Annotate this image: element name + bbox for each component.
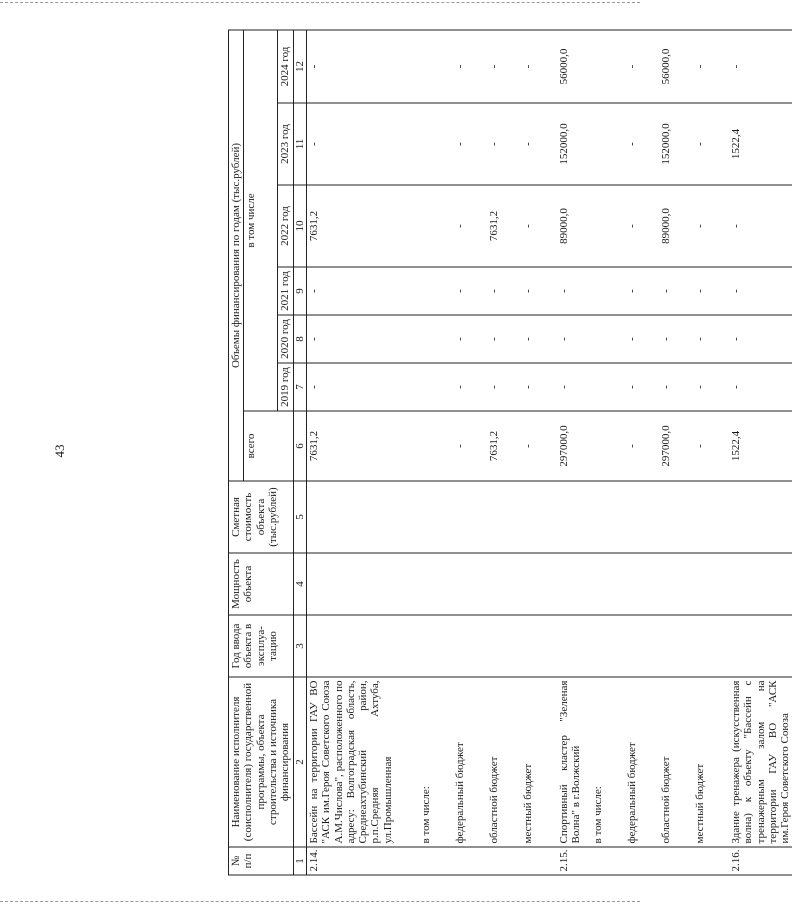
breakdown-total: - (453, 443, 466, 448)
header-year-2022: 2022 год (277, 185, 292, 267)
breakdown-total: - (625, 443, 638, 448)
breakdown-value (419, 366, 453, 407)
row-name-cell (556, 677, 728, 847)
value-2020: - (728, 315, 792, 363)
row-name: Здание тренажера (искусственная волна) к объекту "Бассейн с тренажерным залом на территории ГАУ ВО "АСК им.Героя Советского Союза (728, 677, 792, 847)
row-year (556, 615, 728, 677)
row-2023-cell (556, 103, 728, 185)
row-total-cell (306, 411, 557, 481)
breakdown-value: - (487, 288, 500, 293)
row-total-cell (556, 411, 728, 481)
row-year (306, 615, 557, 677)
header-total: всего (243, 411, 292, 481)
breakdown-value: - (625, 223, 638, 228)
value-2022: 89000,0 (557, 207, 570, 244)
breakdown-value: - (625, 141, 638, 146)
breakdown-value (591, 33, 625, 99)
row-year (728, 615, 792, 677)
row-cost (556, 481, 728, 553)
breakdown-value: - (521, 223, 534, 228)
breakdown-value: - (625, 336, 638, 341)
table-row (306, 30, 557, 875)
value-2021: - (728, 267, 792, 315)
breakdown-value: - (521, 288, 534, 293)
header-year-2023: 2023 год (277, 103, 292, 185)
value-2024: 56000,0 (557, 48, 570, 84)
breakdown-value: - (487, 64, 500, 68)
value-2021: - (307, 288, 320, 293)
breakdown-value: - (659, 336, 672, 341)
header-year-2019: 2019 год (277, 363, 292, 411)
header-year-2024: 2024 год (277, 30, 292, 103)
breakdown-value (419, 33, 453, 99)
column-index: 12 (293, 30, 306, 103)
column-index: 10 (293, 185, 306, 267)
value-2019: - (728, 363, 792, 411)
value-2019: - (557, 384, 570, 389)
column-index-row (293, 30, 306, 875)
breakdown-value (419, 270, 453, 311)
breakdown-value (591, 106, 625, 181)
breakdown-value: - (693, 141, 706, 146)
breakdown-total: 7631,2 (487, 430, 500, 461)
column-index: 3 (293, 615, 306, 677)
breakdown-value (419, 106, 453, 181)
breakdown-value: - (453, 288, 466, 293)
breakdown-label: в том числе: (591, 785, 604, 843)
scan-edge-bottom (0, 901, 640, 902)
breakdown-value: - (693, 336, 706, 341)
breakdown-value: - (487, 141, 500, 146)
row-total: 1522,4 (728, 411, 792, 481)
breakdown-value: - (625, 288, 638, 293)
row-capacity (728, 553, 792, 615)
breakdown-value: - (659, 288, 672, 293)
breakdown-value: - (659, 384, 672, 389)
breakdown-value: - (625, 64, 638, 68)
column-index: 1 (293, 847, 306, 875)
breakdown-value (591, 188, 625, 263)
breakdown-value: 152000,0 (659, 122, 672, 165)
breakdown-value: - (453, 384, 466, 389)
row-2019-cell (556, 363, 728, 411)
header-cost: Сметная стоимость объекта (тыс.рублей) (228, 481, 293, 553)
column-index: 2 (293, 677, 306, 847)
row-2022-cell (556, 185, 728, 267)
breakdown-value: - (521, 141, 534, 146)
breakdown-value: - (693, 64, 706, 68)
financing-table-container (228, 30, 798, 875)
breakdown-value: - (625, 384, 638, 389)
row-name: Спортивный кластер "Зеленая Волна" в г.Волжский (557, 680, 582, 843)
breakdown-value: - (521, 336, 534, 341)
row-2020-cell (306, 315, 557, 363)
header-name: Наименование исполнителя (соисполнителя) государственной программы, объекта строительства и источника финансирования (228, 677, 293, 847)
breakdown-value (419, 188, 453, 263)
column-index: 11 (293, 103, 306, 185)
breakdown-label: федеральный бюджет (625, 741, 638, 843)
value-2022: 7631,2 (307, 210, 320, 241)
breakdown-value: 56000,0 (659, 48, 672, 84)
scan-edge-top (0, 2, 640, 3)
column-index: 9 (293, 267, 306, 315)
row-2024-cell (556, 30, 728, 103)
breakdown-value: - (487, 336, 500, 341)
column-index: 4 (293, 553, 306, 615)
breakdown-value (591, 318, 625, 359)
row-2019-cell (306, 363, 557, 411)
page-number: 43 (52, 444, 67, 458)
breakdown-total: 297000,0 (659, 424, 672, 467)
value-2024: - (307, 64, 320, 68)
financing-table (228, 29, 792, 875)
row-cost (728, 481, 792, 553)
header-year-2020: 2020 год (277, 315, 292, 363)
row-2023-cell (306, 103, 557, 185)
value-2019: - (307, 384, 320, 389)
breakdown-value: - (693, 223, 706, 228)
value-2022: - (728, 185, 792, 267)
breakdown-value: - (693, 384, 706, 389)
table-row (728, 30, 792, 875)
breakdown-label: местный бюджет (521, 763, 534, 843)
value-2023: - (307, 141, 320, 146)
row-capacity (306, 553, 557, 615)
row-name-cell (306, 677, 557, 847)
breakdown-total: - (521, 443, 534, 448)
breakdown-value: - (453, 64, 466, 68)
breakdown-value: - (487, 384, 500, 389)
breakdown-value: - (453, 336, 466, 341)
breakdown-value: - (521, 64, 534, 68)
value-2020: - (557, 336, 570, 341)
header-including: в том числе (243, 30, 277, 411)
row-name: Бассейн на территории ГАУ ВО "АСК им.Героя Советского Союза А.М.Числова", расположенного по адресу: Волгоградская область, Среднеахтубинский район, р.п.Средняя Ахтуба, ул.Промышленная (307, 680, 394, 843)
row-num: 2.16. (728, 847, 792, 875)
breakdown-value: - (521, 384, 534, 389)
column-index: 5 (293, 481, 306, 553)
value-2024: - (728, 30, 792, 103)
row-cost (306, 481, 557, 553)
breakdown-value (419, 318, 453, 359)
table-row (556, 30, 728, 875)
breakdown-value (591, 366, 625, 407)
breakdown-total (419, 414, 453, 477)
row-num: 2.15. (556, 847, 728, 875)
header-year-2021: 2021 год (277, 267, 292, 315)
row-total: 7631,2 (307, 430, 320, 461)
breakdown-label: федеральный бюджет (453, 741, 466, 843)
column-index: 8 (293, 315, 306, 363)
breakdown-value: 89000,0 (659, 207, 672, 244)
header-capacity: Мощность объекта (228, 553, 293, 615)
row-2020-cell (556, 315, 728, 363)
row-2022-cell (306, 185, 557, 267)
breakdown-value (591, 270, 625, 311)
value-2020: - (307, 336, 320, 341)
value-2023: 1522,4 (728, 103, 792, 185)
row-capacity (556, 553, 728, 615)
breakdown-total (591, 414, 625, 477)
column-index: 7 (293, 363, 306, 411)
breakdown-label: областной бюджет (487, 756, 500, 843)
header-num: № п/п (228, 847, 293, 875)
breakdown-label: областной бюджет (659, 756, 672, 843)
breakdown-label: местный бюджет (693, 763, 706, 843)
row-2021-cell (556, 267, 728, 315)
row-2024-cell (306, 30, 557, 103)
column-index: 6 (293, 411, 306, 481)
breakdown-value: - (693, 288, 706, 293)
header-year: Год ввода объекта в эксплуа-тацию (228, 615, 293, 677)
row-total: 297000,0 (557, 424, 570, 467)
breakdown-value: - (453, 141, 466, 146)
value-2023: 152000,0 (557, 122, 570, 165)
value-2021: - (557, 288, 570, 293)
breakdown-label: в том числе: (419, 785, 432, 843)
breakdown-value: - (453, 223, 466, 228)
breakdown-total: - (693, 443, 706, 448)
row-2021-cell (306, 267, 557, 315)
header-funding: Объемы финансирования по годам (тыс.рублей) (228, 30, 243, 481)
row-num: 2.14. (306, 847, 557, 875)
breakdown-value: 7631,2 (487, 210, 500, 241)
